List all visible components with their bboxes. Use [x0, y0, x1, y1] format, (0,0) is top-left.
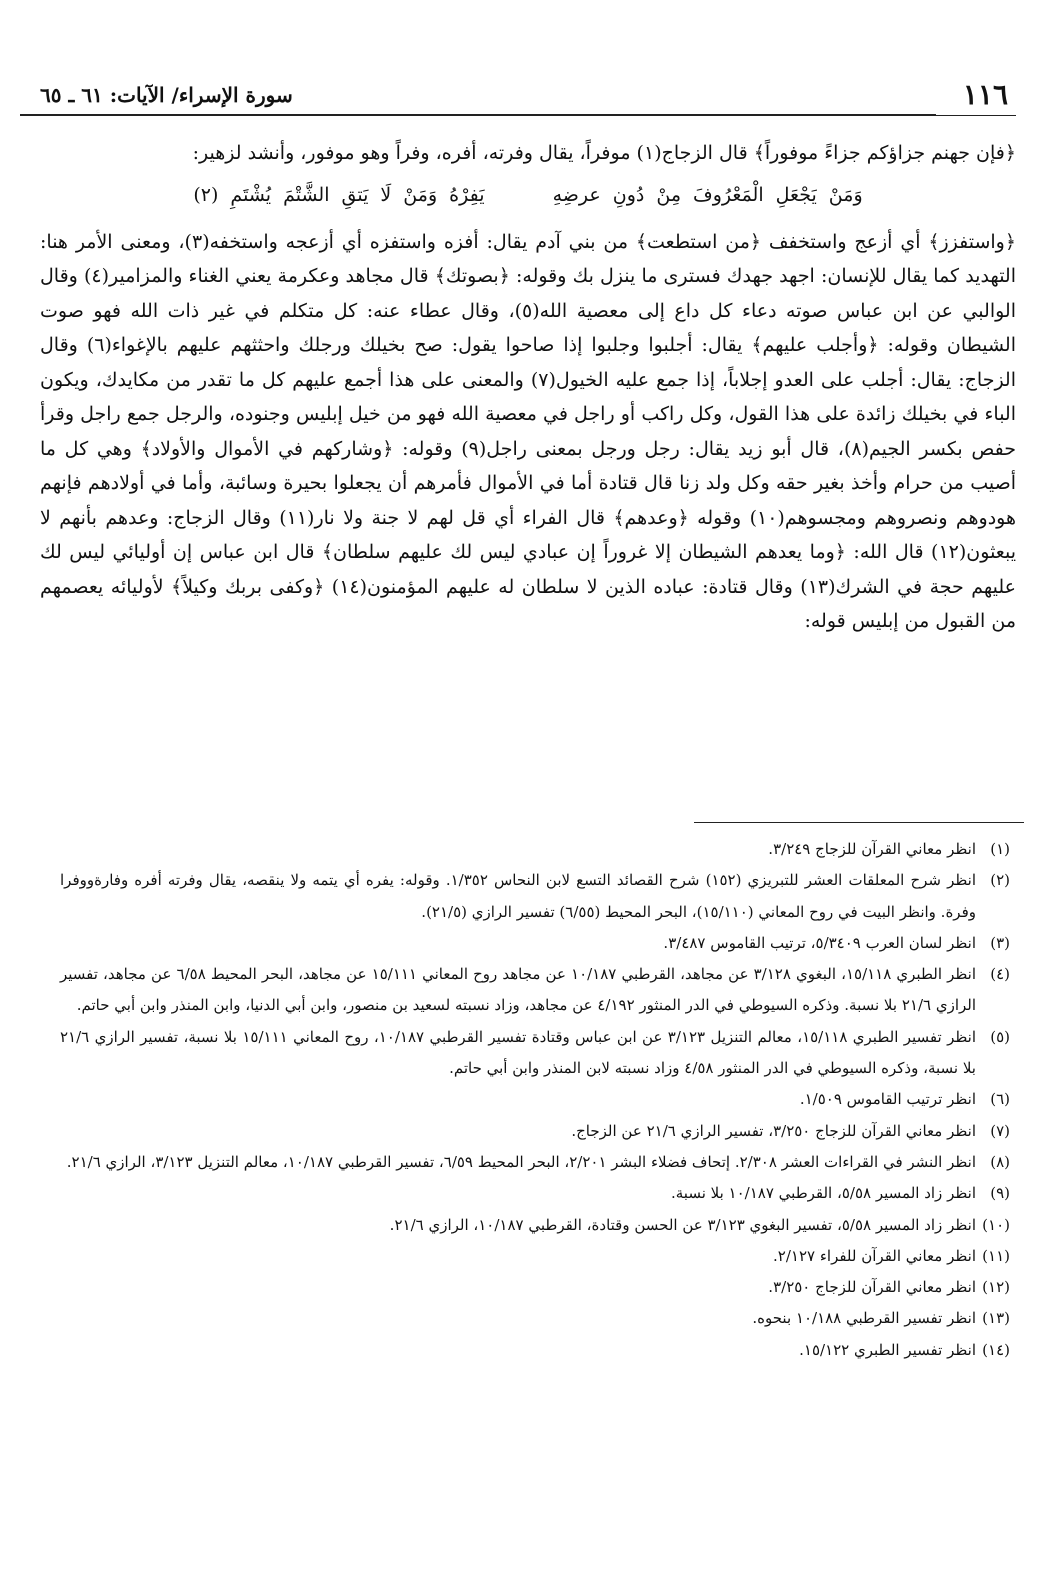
footnote-number: (١) [990, 840, 1010, 858]
footnote-text: انظر ترتيب القاموس ١/٥٠٩. [799, 1090, 976, 1109]
footnote-separator [694, 822, 1024, 823]
footnote [60, 834, 1010, 865]
footnote-text: انظر تفسير الطبري ١٥/١١٨، معالم التنزيل ٣/١٢٣ عن ابن عباس وقتادة تفسير القرطبي ١٠/١٨٧، روح المعاني ١٥/١١١ بلا نسبة، تفسير الرازي ٢١/٦ بلا نسبة، وذكره السيوطي في الدر المنثور ٤/٥٨ وزاد نسبته لابن المنذر وابن أبي حاتم. [60, 1027, 976, 1078]
footnote [60, 865, 1010, 928]
footnote [60, 1116, 1010, 1147]
footnote-number: (٤) [990, 965, 1010, 984]
footnote [60, 1335, 1010, 1366]
paragraph-1: ﴿فإن جهنم جزاؤكم جزاءً موفوراً﴾ قال الزجاج(١) موفراً، يقال وفرته، أفره، وفراً وهو موفور، وأنشد لزهير: [192, 142, 1016, 164]
footnote-number: (٦) [990, 1090, 1010, 1109]
footnote [60, 928, 1010, 959]
footnote-text: انظر الطبري ١٥/١١٨، البغوي ٣/١٢٨ عن مجاهد، القرطبي ١٠/١٨٧ عن مجاهد روح المعاني ١٥/١١١ عن مجاهد، البحر المحيط ٦/٥٨ عن مجاهد، تفسير الرازي ٢١/٦ بلا نسبة. وذكره السيوطي في الدر المنثور ٤/١٩٢ عن مجاهد، وزاد نسبته لسعيد بن منصور، وابن أبي الدنيا، وابن المنذر وابن أبي حاتم. [60, 965, 977, 1015]
footnote [60, 1272, 1010, 1303]
footnote [60, 1178, 1010, 1209]
footnote [60, 1303, 1010, 1334]
poem-hemistich-1: وَمَنْ يَجْعَلِ الْمَعْرُوفَ مِنْ دُونِ عرضِهِ [552, 183, 863, 206]
footnote-text: انظر زاد المسير ٥/٥٨، تفسير البغوي ٣/١٢٣ عن الحسن وقتادة، القرطبي ١٠/١٨٧، الرازي ٢١/٦. [389, 1215, 976, 1234]
footnote-number: (٩) [990, 1184, 1010, 1203]
footnote [60, 959, 1010, 1022]
footnote-text: انظر لسان العرب ٥/٣٤٠٩، ترتيب القاموس ٣/٤٨٧. [663, 933, 976, 952]
main-text [40, 136, 1016, 639]
footnote-text: انظر تفسير القرطبي ١٠/١٨٨ بنحوه. [752, 1309, 976, 1328]
footnotes [60, 834, 1010, 1366]
footnote-text: انظر معاني القرآن للزجاج ٣/٢٤٩. [768, 840, 976, 858]
footnote-text: انظر معاني القرآن للزجاج ٣/٢٥٠. [768, 1278, 976, 1297]
footnote-number: (٢) [990, 871, 1010, 890]
running-head: سورة الإسراء/ الآيات: ٦١ ـ ٦٥ [32, 80, 293, 110]
paragraph-2: ﴿واستفزز﴾ أي أزعج واستخفف ﴿من استطعت﴾ من بني آدم يقال: أفزه واستفزه أي أزعجه واستخفه(٣)، ومعنى الأمر هنا: التهديد كما يقال للإنسان: اجهد جهدك فسترى ما ينزل بك وقوله: ﴿بصوتك﴾ قال مجاهد وعكرمة يعني الغناء والمزامير(٤) وقال الوالبي عن ابن عباس صوته دعاء كل داع إلى معصية الله(٥)، وقال عطاء عنه: كل متكلم في غير ذات الله فهو صوت الشيطان وقوله: ﴿وأجلب عليهم﴾ يقال: أجلبوا وجلبوا إذا صاحوا يقول: صح بخيلك ورجلك واحثثهم عليهم بالإغواء(٦) وقال الزجاج: يقال: أجلب على العدو إجلاباً، إذا جمع عليه الخيول(٧) والمعنى على هذا أجمع عليهم كل ما تقدر من مكايدك، ويكون الباء في بخيلك زائدة على هذا القول، وكل راكب أو راجل في معصية الله فهو من خيل إبليس وجنوده، والرجل جمع راجل وقرأ حفص بكسر الجيم(٨)، قال أبو زيد يقال: رجل ورجل بمعنى راجل(٩) وقوله: ﴿وشاركهم في الأموال والأولاد﴾ وهي كل ما أصيب من حرام وأخذ بغير حقه وكل ولد زنا قال قتادة أما في الأموال فأمرهم أن يجعلوا بحيرة وسائبة، وأما في أولادهم فإنهم هودوهم ونصروهم ومجسوهم(١٠) وقوله ﴿وعدهم﴾ قال الفراء أي قل لهم لا جنة ولا نار(١١) وقال الزجاج: وعدهم بأنهم لا يبعثون(١٢) قال الله: ﴿وما يعدهم الشيطان إلا غروراً إن عبادي ليس لك عليهم سلطان﴾ قال ابن عباس إن أوليائي ليس لك عليهم حجة في الشرك(١٣) وقال قتادة: عباده الذين لا سلطان له عليهم المؤمنون(١٤) ﴿وكفى بربك وكيلاً﴾ لأوليائه يعصمهم من القبول من إبليس قوله: [40, 230, 1017, 632]
footnote-text: انظر زاد المسير ٥/٥٨، القرطبي ١٠/١٨٧ بلا نسبة. [670, 1184, 976, 1203]
footnote-text: انظر معاني القرآن للزجاج ٣/٢٥٠، تفسير الرازي ٢١/٦ عن الزجاج. [571, 1121, 976, 1140]
footnote [60, 1210, 1010, 1241]
footnote-text: انظر معاني القرآن للفراء ٢/١٢٧. [773, 1246, 976, 1265]
page-number: ١١٦ [962, 78, 1008, 111]
poem-hemistich-2: يَفِرْهُ وَمَنْ لَا يَتقِ الشَّتْمَ يُشْتَمِ (٢) [193, 183, 485, 206]
footnote-number: (١١) [982, 1246, 1010, 1265]
footnote-number: (١٤) [982, 1340, 1010, 1359]
footnote [60, 1241, 1010, 1272]
footnote-number: (٨) [990, 1152, 1010, 1171]
footnote [60, 1022, 1010, 1085]
footnote-text: انظر تفسير الطبري ١٥/١٢٢. [799, 1340, 976, 1359]
footnote-number: (٣) [990, 933, 1010, 952]
footnote [60, 1147, 1010, 1178]
poem-verse [40, 171, 1016, 225]
footnote [60, 1084, 1010, 1115]
footnote-number: (٧) [990, 1121, 1010, 1140]
footnote-text: انظر النشر في القراءات العشر ٢/٣٠٨. إتحاف فضلاء البشر ٢/٢٠١، البحر المحيط ٦/٥٩، تفسير القرطبي ١٠/١٨٧، معالم التنزيل ٣/١٢٣، الرازي ٢١/٦. [66, 1152, 976, 1171]
footnote-number: (١٠) [982, 1215, 1010, 1234]
footnote-text: انظر شرح المعلقات العشر للتبريزي (١٥٢) شرح القصائد التسع لابن النحاس ١/٣٥٢. وقوله: يفره أي يتمه ولا ينقصه، يقال وفرته أفره وفارةووفرا وفرة. وانظر البيت في روح المعاني (١٥/١١٠)، البحر المحيط (٦/٥٥) تفسير الرازي (٢١/٥). [60, 871, 976, 921]
footnote-number: (١٣) [982, 1309, 1010, 1328]
footnote-number: (٥) [990, 1027, 1010, 1046]
page-header [20, 78, 1016, 116]
footnote-number: (١٢) [982, 1278, 1010, 1297]
